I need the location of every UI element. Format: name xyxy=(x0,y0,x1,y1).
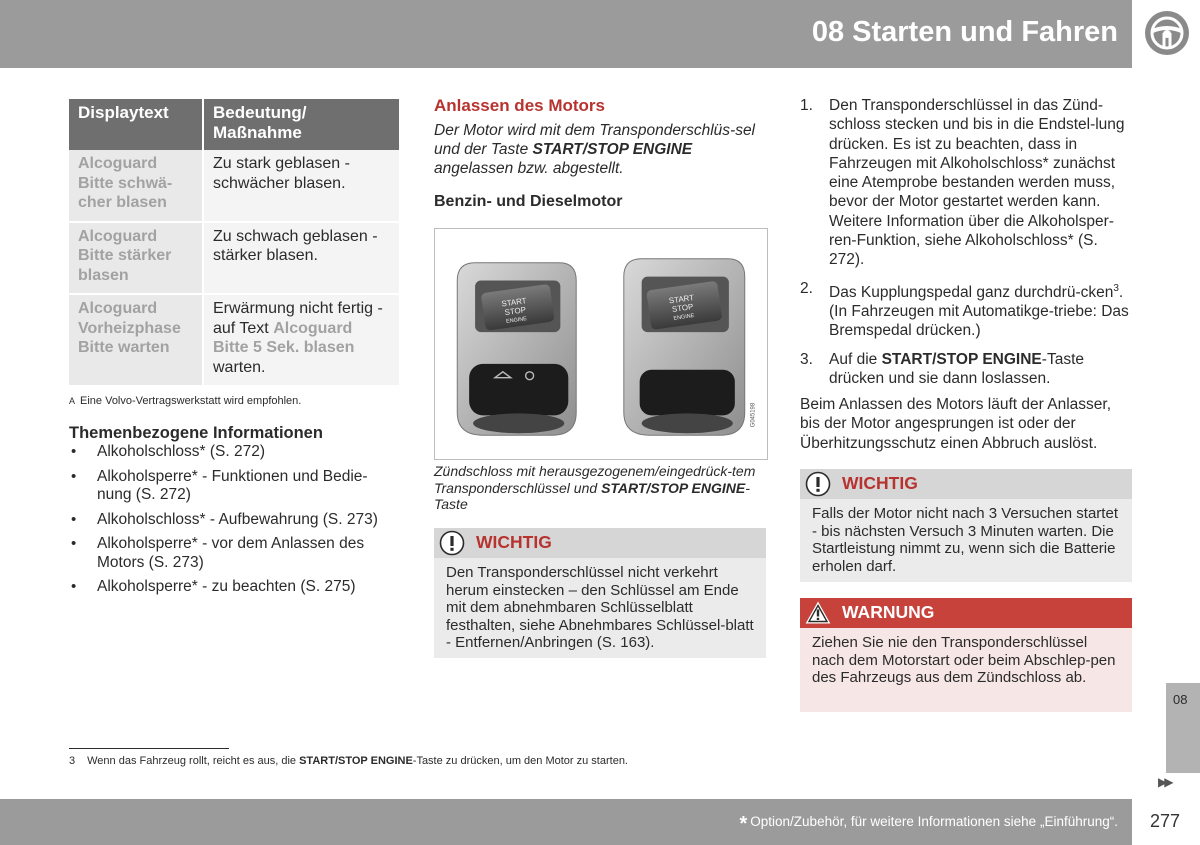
table-header-row xyxy=(69,99,399,150)
table-cell-meaning: Zu stark geblasen - schwächer blasen. xyxy=(203,150,399,222)
engine-button-label: ENGINE xyxy=(673,312,695,322)
notice-header xyxy=(800,469,1132,499)
section-heading: Anlassen des Motors xyxy=(434,96,605,115)
caption-text: -Taste xyxy=(434,479,750,512)
stop-button-label: STOP xyxy=(504,305,527,318)
related-link[interactable]: • Alkoholsperre* - zu beachten (S. 275) xyxy=(69,578,399,597)
table-cell-meaning xyxy=(203,294,399,386)
footnote-bold: START/STOP ENGINE xyxy=(299,755,413,767)
notice-header xyxy=(434,528,766,558)
important-notice-middle xyxy=(434,528,766,658)
step-number: 3. xyxy=(800,350,813,368)
intro-text: Der Motor wird mit dem Transponderschlüs-sel und der Taste xyxy=(434,122,756,158)
step-number: 1. xyxy=(800,97,813,114)
step-text: Das Kupplungspedal ganz durchdrü-cken xyxy=(829,283,1114,301)
subheading: Benzin- und Dieselmotor xyxy=(434,193,623,210)
caption-bold: START/STOP ENGINE xyxy=(601,479,746,496)
table-row xyxy=(69,150,399,222)
footer-note-text: Option/Zubehör, für weitere Informationen siehe „Einführung“. xyxy=(750,814,1118,829)
table-cell-display: Alcoguard Vorheizphase Bitte warten xyxy=(69,294,203,386)
figure-code: G045198 xyxy=(750,402,757,428)
table-cell-display: Alcoguard Bitte stärker blasen xyxy=(69,222,203,295)
figure-caption xyxy=(434,463,768,513)
page-footnote xyxy=(69,755,628,767)
notice-text: Falls der Motor nicht nach 3 Versuchen startet - bis nächsten Versuch 3 Minuten warten. Die Startleistung nimmt zu, wenn sich die Batterie erholen darf. xyxy=(812,505,1118,575)
related-link[interactable]: • Alkoholsperre* - vor dem Anlassen des Motors (S. 273) xyxy=(69,535,399,572)
warning-title: WARNUNG xyxy=(842,602,935,622)
table-footnote xyxy=(69,395,301,407)
engine-button-label: ENGINE xyxy=(505,316,528,325)
chapter-tab-label: 08 xyxy=(1173,692,1188,707)
starter-paragraph: Beim Anlassen des Motors läuft der Anlasser, bis der Motor angesprungen ist oder der Überhitzungsschutz einen Abbruch auslöst. xyxy=(800,396,1112,452)
ignition-illustration xyxy=(435,229,767,459)
footnote-text: Eine Volvo-Vertragswerkstatt wird empfohlen. xyxy=(80,395,302,407)
table-row xyxy=(69,222,399,295)
footnote-ref[interactable]: 3 xyxy=(1113,282,1119,294)
related-link[interactable]: • Alkoholsperre* - Funktionen und Bedie-nung (S. 272) xyxy=(69,468,399,505)
step-text: Den Transponderschlüssel in das Zünd-schloss stecken und bis in die Endstel-lung drücken. Es ist zu beachten, dass in Fahrzeugen mit Alkoholschloss* zunächst eine Atemprobe bestanden werden muss, bevor der Motor gestartet werden kann. Weitere Information über die Alkoholsper-ren-Funktion, siehe Alkoholschloss* (S. 272). xyxy=(829,97,1125,269)
intro-bold: START/STOP ENGINE xyxy=(532,141,693,158)
related-link[interactable]: • Alkoholschloss* (S. 272) xyxy=(69,443,399,462)
related-heading: Themenbezogene Informationen xyxy=(69,424,323,442)
option-star: * xyxy=(739,813,748,835)
chapter-title: 08 Starten und Fahren xyxy=(811,16,1118,48)
ignition-panel-left xyxy=(457,263,576,436)
table-cell-display: Alcoguard Bitte schwä-cher blasen xyxy=(69,150,203,222)
steering-wheel-icon xyxy=(1144,10,1190,56)
table-header-meaning: Bedeutung/ Maßnahme xyxy=(203,99,399,150)
step-bold: START/STOP ENGINE xyxy=(881,350,1042,368)
warning-notice xyxy=(800,598,1132,712)
table-header-displaytext: Displaytext xyxy=(69,99,203,150)
page-number: 277 xyxy=(1150,811,1181,831)
table-row xyxy=(69,294,399,386)
ignition-figure xyxy=(434,228,768,460)
start-button-label: START xyxy=(668,292,695,306)
meaning-text: warten. xyxy=(213,358,266,376)
caption-text: Zündschloss mit herausgezogenem/eingedrück-tem Transponderschlüssel und xyxy=(434,463,756,496)
footnote-text: -Taste zu drücken, um den Motor zu starten. xyxy=(412,755,628,767)
start-steps-list xyxy=(800,96,1132,397)
footnote-divider xyxy=(69,748,229,749)
list-item xyxy=(800,96,1132,270)
notice-title: WICHTIG xyxy=(476,532,552,552)
table-cell-meaning: Zu schwach geblasen - stärker blasen. xyxy=(203,222,399,295)
display-text-reference: Alcoguard Bitte 5 Sek. blasen xyxy=(213,319,355,356)
notice-title: WICHTIG xyxy=(842,473,918,493)
section-intro xyxy=(434,121,764,178)
notice-text: Den Transponderschlüssel nicht verkehrt herum einstecken – den Schlüssel am Ende mit dem abnehmbaren Schlüsselblatt festhalten, siehe Abnehmbares Schlüssel-blatt - Entfernen/Anbringen (S. 163). xyxy=(446,564,754,651)
exclamation-icon xyxy=(439,530,465,556)
step-number: 2. xyxy=(800,279,813,297)
stop-button-label: STOP xyxy=(671,302,694,314)
step-text: . (In Fahrzeugen mit Automatikge-triebe: Das Bremspedal drücken.) xyxy=(829,283,1129,340)
list-item xyxy=(800,279,1132,341)
footer-note xyxy=(739,813,1118,836)
list-item xyxy=(800,350,1132,389)
warning-text: Ziehen Sie nie den Transponderschlüssel nach dem Motorstart oder beim Abschlep-pen des Fahrzeugs aus dem Zündschloss ab. xyxy=(812,634,1116,686)
step-text: Auf die xyxy=(829,350,878,368)
warning-header xyxy=(800,598,1132,628)
meaning-text: Erwärmung nicht fertig - auf Text xyxy=(213,300,383,337)
footnote-marker: A xyxy=(69,396,76,406)
double-arrow-right-icon: ▶▶ xyxy=(1158,775,1171,789)
footnote-text: Wenn das Fahrzeug rollt, reicht es aus, die xyxy=(87,755,297,767)
related-link[interactable]: • Alkoholschloss* - Aufbewahrung (S. 273) xyxy=(69,511,399,530)
start-button-label: START xyxy=(500,296,528,309)
step-text: -Taste drücken und sie dann loslassen. xyxy=(829,350,1084,387)
warning-triangle-icon xyxy=(805,600,831,626)
related-links-list xyxy=(69,443,399,603)
display-text-table xyxy=(69,99,399,387)
intro-text: angelassen bzw. abgestellt. xyxy=(434,160,624,177)
ignition-panel-right xyxy=(624,259,745,435)
footnote-number: 3 xyxy=(69,755,76,767)
exclamation-icon xyxy=(805,471,831,497)
important-notice-right xyxy=(800,469,1132,582)
